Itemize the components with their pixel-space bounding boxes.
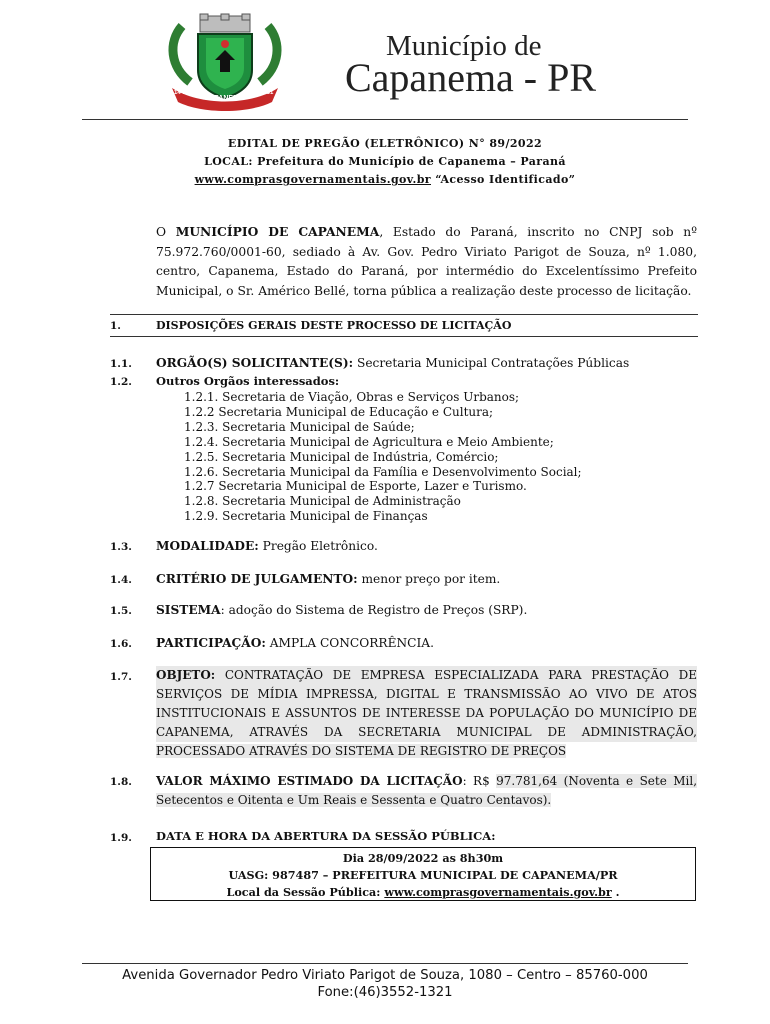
orgaos-list (184, 390, 582, 524)
intro-line2: 75.972.760/0001-60, sediado à Av. Gov. Pedro Viriato Parigot de Souza, nº 1.080, (156, 244, 697, 259)
list-item: 1.2.3. Secretaria Municipal de Saúde; (184, 419, 415, 434)
item-1-3-label: MODALIDADE: (156, 539, 259, 553)
header-municipality-line1: Município de (386, 30, 542, 62)
item-1-8-value: 97.781,64 (Noventa e Sete Mil, (496, 774, 698, 788)
intro-paragraph (156, 222, 697, 301)
section-number: 1. (110, 320, 121, 332)
item-1-8-pre: : R$ (462, 774, 497, 788)
item-1-7-objeto (156, 666, 697, 761)
intro-line1-rest: , Estado do Paraná, inscrito no CNPJ sob nº (379, 225, 697, 239)
session-location-label: Local da Sessão Pública: (226, 885, 385, 899)
section-title: DISPOSIÇÕES GERAIS DESTE PROCESSO DE LICITAÇÃO (156, 319, 512, 332)
section-rule-top (110, 314, 698, 315)
session-location (151, 884, 695, 901)
footer-address: Avenida Governador Pedro Viriato Parigot de Souza, 1080 – Centro – 85760-000 (122, 968, 648, 983)
item-1-5-value: : adoção do Sistema de Registro de Preços (SRP). (220, 603, 528, 617)
item-1-6-number: 1.6. (110, 638, 132, 650)
item-1-1-value: Secretaria Municipal Contratações Públicas (353, 356, 630, 370)
list-item: 1.2.4. Secretaria Municipal de Agricultura e Meio Ambiente; (184, 434, 554, 449)
item-1-7-number: 1.7. (110, 671, 132, 683)
item-1-4-label: CRITÉRIO DE JULGAMENTO: (156, 572, 358, 586)
crest-ribbon-date-left: 14-11 (174, 90, 190, 96)
crest-ribbon-text: CAPANEMA (204, 95, 244, 102)
item-1-7-line3: INSTITUCIONAIS E ASSUNTOS DE INTERESSE DA POPULAÇÃO DO MUNICÍPIO DE (156, 704, 697, 723)
session-link[interactable]: www.comprasgovernamentais.gov.br (384, 885, 612, 899)
session-location-suffix: . (611, 885, 620, 899)
intro-line3: centro, Capanema, Estado do Paraná, por intermédio do Excelentíssimo Prefeito (156, 264, 697, 279)
item-1-7-line4: CAPANEMA, ATRAVÉS DA SECRETARIA MUNICIPAL DE ADMINISTRAÇÃO, (156, 723, 697, 742)
item-1-3-number: 1.3. (110, 541, 132, 553)
session-info-box (150, 847, 696, 901)
item-1-5-label: SISTEMA (156, 603, 221, 617)
item-1-8-line2: Setecentos e Oitenta e Um Reais e Sessenta e Quatro Centavos). (156, 793, 552, 807)
item-1-1 (156, 356, 629, 370)
item-1-9-label: DATA E HORA DA ABERTURA DA SESSÃO PÚBLICA: (156, 829, 496, 843)
edital-local: LOCAL: Prefeitura do Município de Capanema – Paraná (204, 155, 566, 168)
item-1-4 (156, 572, 500, 586)
item-1-7-label: OBJETO: (156, 668, 216, 682)
list-item: 1.2.1. Secretaria de Viação, Obras e Serviços Urbanos; (184, 390, 520, 404)
item-1-4-number: 1.4. (110, 574, 132, 586)
municipal-crest-logo (160, 12, 290, 112)
list-item: 1.2.8. Secretaria Municipal de Administração (184, 494, 461, 509)
session-uasg: UASG: 987487 – PREFEITURA MUNICIPAL DE CAPANEMA/PR (228, 868, 618, 882)
list-item: 1.2.7 Secretaria Municipal de Esporte, Lazer e Turismo. (184, 479, 527, 494)
item-1-6-value: AMPLA CONCORRÊNCIA. (265, 636, 434, 650)
item-1-8 (156, 772, 697, 810)
item-1-3 (156, 539, 378, 553)
item-1-8-label: VALOR MÁXIMO ESTIMADO DA LICITAÇÃO (156, 774, 463, 788)
list-item: 1.2.6. Secretaria Municipal da Família e Desenvolvimento Social; (184, 464, 582, 479)
footer-divider (82, 963, 688, 964)
list-item: 1.2.5. Secretaria Municipal de Indústria, Comércio; (184, 449, 499, 464)
edital-title: EDITAL DE PREGÃO (ELETRÔNICO) N° 89/2022 (227, 137, 543, 150)
intro-lead-bold: MUNICÍPIO DE CAPANEMA (175, 224, 380, 239)
footer-phone: Fone:(46)3552-1321 (317, 985, 453, 1000)
item-1-7-line5: PROCESSADO ATRAVÉS DO SISTEMA DE REGISTRO DE PREÇOS (156, 744, 567, 758)
item-1-3-value: Pregão Eletrônico. (258, 539, 378, 553)
header-divider (82, 119, 688, 120)
item-1-5 (156, 603, 527, 617)
crest-ribbon-date-right: 1951 (260, 90, 274, 96)
item-1-4-value: menor preço por item. (357, 572, 501, 586)
edital-site (0, 173, 770, 186)
list-item: 1.2.2 Secretaria Municipal de Educação e Cultura; (184, 404, 494, 419)
item-1-1-label: ORGÃO(S) SOLICITANTE(S): (156, 356, 354, 370)
item-1-6-label: PARTICIPAÇÃO: (156, 636, 266, 650)
item-1-1-number: 1.1. (110, 358, 132, 370)
header-municipality-line2: Capanema - PR (345, 55, 597, 100)
intro-line4: Municipal, o Sr. Américo Bellé, torna pública a realização deste processo de licitação. (156, 283, 692, 298)
session-date: Dia 28/09/2022 as 8h30m (342, 851, 504, 865)
intro-prefix: O (156, 225, 176, 239)
item-1-8-number: 1.8. (110, 776, 132, 788)
item-1-7-line2: SERVIÇOS DE MÍDIA IMPRESSA, DIGITAL E TRANSMISSÃO AO VIVO DE ATOS (156, 685, 697, 704)
list-item: 1.2.9. Secretaria Municipal de Finanças (184, 509, 428, 524)
item-1-2-label: Outros Orgãos interessados: (156, 374, 340, 388)
item-1-9-number: 1.9. (110, 832, 132, 844)
item-1-7-line1: CONTRATAÇÃO DE EMPRESA ESPECIALIZADA PARA PRESTAÇÃO DE (215, 668, 697, 682)
item-1-2-number: 1.2. (110, 376, 132, 388)
site-suffix: “Acesso Identificado” (431, 173, 576, 186)
section-rule-bottom (110, 336, 698, 337)
item-1-6 (156, 636, 434, 650)
item-1-5-number: 1.5. (110, 605, 132, 617)
site-link[interactable]: www.comprasgovernamentais.gov.br (194, 173, 431, 186)
